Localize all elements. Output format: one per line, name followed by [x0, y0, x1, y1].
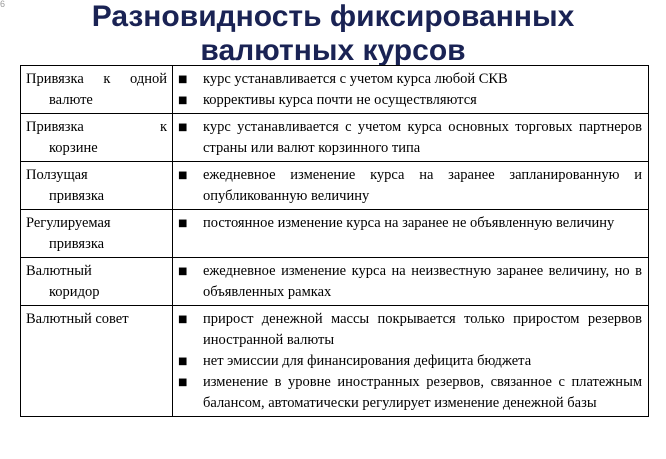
- list-item-text: коррективы курса почти не осуществляются: [203, 92, 477, 108]
- bullet-icon: ■: [178, 95, 188, 106]
- regime-term-cell: [21, 210, 173, 258]
- table-row: [21, 258, 649, 306]
- title-line-1: Разновидность фиксированных: [91, 0, 575, 33]
- regime-term-line-1: Привязка к: [26, 119, 167, 135]
- regime-term-line-2: валюте: [49, 92, 93, 108]
- regime-term-line-1: Ползущая: [26, 167, 88, 183]
- regime-description-cell: [173, 210, 649, 258]
- list-item: [177, 165, 642, 207]
- list-item-text: курс устанавливается с учетом курса любой СКВ: [203, 71, 508, 87]
- bullet-icon: ■: [178, 377, 188, 388]
- list-item: [177, 213, 642, 234]
- slide-number-mark: 6: [0, 0, 6, 9]
- regime-term-cell: [21, 258, 173, 306]
- list-item-text: ежедневное изменение курса на заранее запланированную и опубликованную величину: [203, 167, 642, 204]
- list-item: [177, 309, 642, 351]
- regime-term-line-2: коридор: [49, 284, 100, 300]
- bullet-icon: ■: [178, 170, 188, 181]
- regime-description-cell: [173, 66, 649, 114]
- regime-description-cell: [173, 114, 649, 162]
- bullet-icon: ■: [178, 356, 188, 367]
- bullet-icon: ■: [178, 314, 188, 325]
- list-item: [177, 261, 642, 303]
- list-item: [177, 69, 642, 90]
- list-item-text: ежедневное изменение курса на неизвестную заранее величину, но в объявленных рамках: [203, 263, 642, 300]
- description-list: [177, 213, 642, 234]
- table-row: [21, 306, 649, 417]
- table-row: [21, 66, 649, 114]
- list-item: [177, 90, 642, 111]
- regime-term-cell: [21, 306, 173, 417]
- list-item-text: изменение в уровне иностранных резервов, связанное с платежным балансом, автоматически регулирует изменение денежной базы: [203, 374, 642, 411]
- list-item-text: курс устанавливается с учетом курса основных торговых партнеров страны или валют корзинного типа: [203, 119, 642, 156]
- description-list: [177, 309, 642, 414]
- description-list: [177, 117, 642, 159]
- list-item: [177, 117, 642, 159]
- regime-term-line-2: привязка: [49, 188, 105, 204]
- bullet-icon: ■: [178, 122, 188, 133]
- description-list: [177, 261, 642, 303]
- description-list: [177, 165, 642, 207]
- regime-term-line-1: Валютный: [26, 263, 92, 279]
- bullet-icon: ■: [178, 266, 188, 277]
- regime-term-line-2: привязка: [49, 236, 105, 252]
- table-row: [21, 210, 649, 258]
- list-item-text: нет эмиссии для финансирования дефицита бюджета: [203, 353, 532, 369]
- list-item-text: прирост денежной массы покрывается только приростом резервов иностранной валюты: [203, 311, 642, 348]
- regime-description-cell: [173, 258, 649, 306]
- table-row: [21, 162, 649, 210]
- regime-term-line-1: Регулируемая: [26, 215, 111, 231]
- exchange-rate-regimes-table: [20, 65, 649, 417]
- regime-term-cell: [21, 66, 173, 114]
- title-line-2: валютных курсов: [200, 34, 466, 67]
- description-list: [177, 69, 642, 111]
- list-item: [177, 351, 642, 372]
- regime-term-line-1: Привязка к одной: [26, 71, 167, 87]
- regime-description-cell: [173, 306, 649, 417]
- table-row: [21, 114, 649, 162]
- regime-term-line-2: корзине: [49, 140, 98, 156]
- regime-term-line-1: Валютный совет: [26, 311, 129, 327]
- bullet-icon: ■: [178, 218, 188, 229]
- slide-title: [0, 0, 666, 68]
- list-item-text: постоянное изменение курса на заранее не объявленную величину: [203, 215, 615, 231]
- regime-description-cell: [173, 162, 649, 210]
- list-item: [177, 372, 642, 414]
- regime-term-cell: [21, 162, 173, 210]
- regime-term-cell: [21, 114, 173, 162]
- bullet-icon: ■: [178, 74, 188, 85]
